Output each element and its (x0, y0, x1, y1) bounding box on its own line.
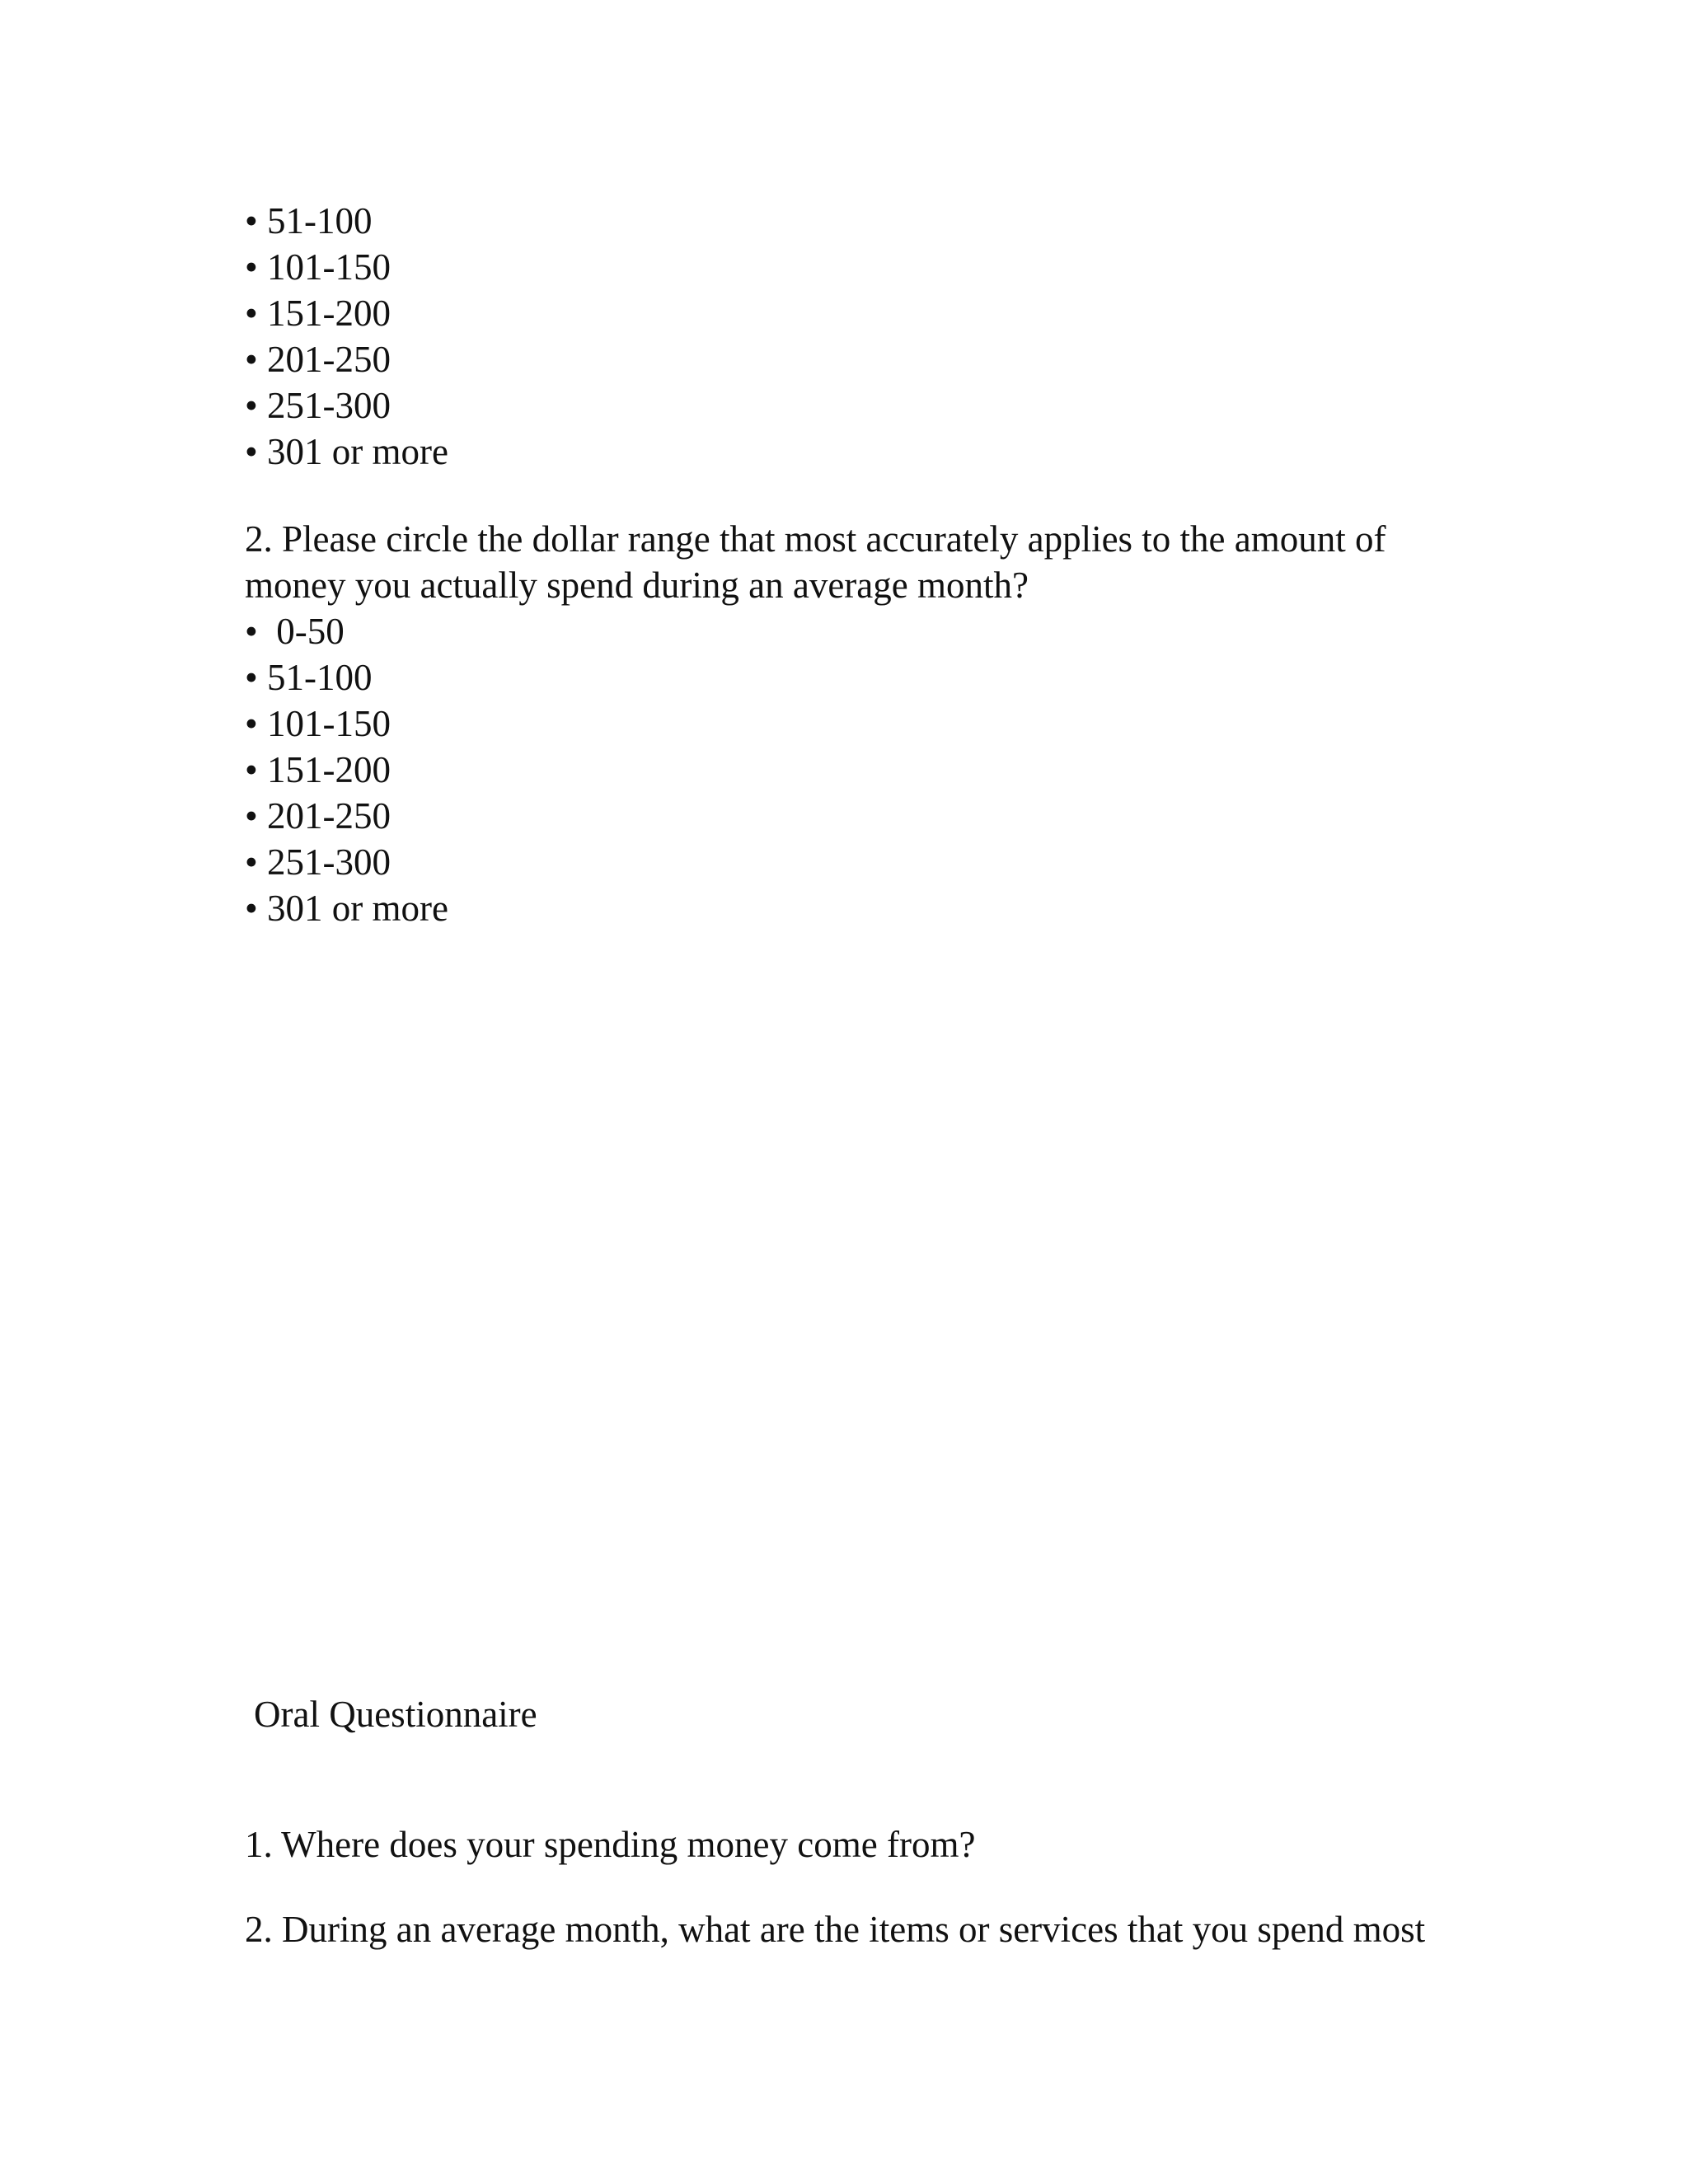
oral-question-2: 2. During an average month, what are the items or services that you spend most (245, 1909, 1426, 1950)
option-list (245, 198, 1448, 475)
option-item: • 201-250 (245, 339, 391, 380)
actual-spending-question (245, 516, 1448, 931)
option-item: • 301 or more (245, 888, 448, 929)
option-item: • 251-300 (245, 841, 391, 883)
option-item: • 151-200 (245, 749, 391, 790)
question-text: 2. Please circle the dollar range that most accurately applies to the amount of money you actually spend during an average month? (245, 518, 1386, 606)
option-item: • 301 or more (245, 431, 448, 472)
oral-question-1: 1. Where does your spending money come from? (245, 1824, 976, 1865)
option-item: • 201-250 (245, 795, 391, 837)
option-item: • 51-100 (245, 657, 373, 698)
option-item: • 0-50 (245, 611, 345, 652)
option-item: • 51-100 (245, 200, 373, 241)
section-heading: Oral Questionnaire (254, 1694, 537, 1735)
spending-range-list-continued (245, 198, 1448, 475)
option-item: • 101-150 (245, 703, 391, 744)
option-item: • 251-300 (245, 385, 391, 426)
option-item: • 101-150 (245, 246, 391, 288)
option-list (245, 608, 1448, 931)
option-item: • 151-200 (245, 293, 391, 334)
